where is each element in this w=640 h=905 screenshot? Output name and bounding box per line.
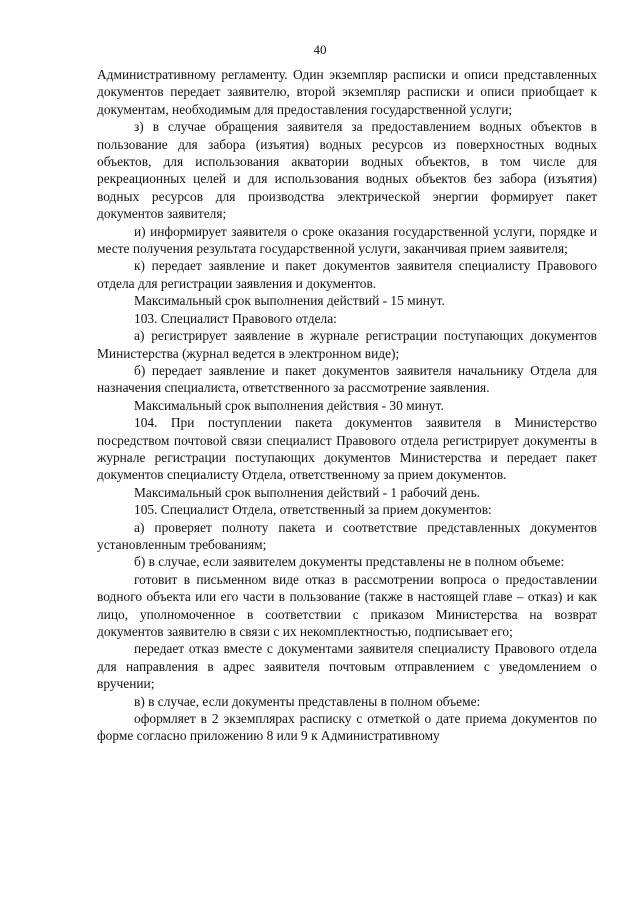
paragraph: в) в случае, если документы представлены в полном объеме: — [134, 693, 481, 709]
paragraph: б) передает заявление и пакет документов заявителя начальнику Отдела для назначения специалиста, ответственного за рассмотрение заявления. — [97, 362, 597, 396]
paragraph: а) регистрирует заявление в журнале регистрации поступающих документов Министерства (журнал ведется в электронном виде); — [97, 328, 597, 361]
paragraph: оформляет в 2 экземплярах расписку с отметкой о дате приема документов по форме согласно приложению 8 или 9 к Административному — [97, 711, 597, 744]
paragraph: и) информирует заявителя о сроке оказания государственной услуги, порядке и месте получения результата государственной услуги, заканчивая прием заявителя; — [97, 223, 597, 257]
paragraph: передает отказ вместе с документами заявителя специалисту Правового отдела для направления в адрес заявителя почтовым отправлением с уведомлением о вручении; — [97, 641, 597, 692]
paragraph: з) в случае обращения заявителя за предоставлением водных объектов в пользование для забора (изъятия) водных ресурсов из поверхностных водных объектов, для использования акватории водных объектов, в том числе для рекреационных целей и для использования водных объектов без забора (изъятия) водных ресурсов для производства электрической энергии формирует пакет документов заявителя; — [97, 119, 597, 222]
document-body — [97, 66, 597, 745]
paragraph: Максимальный срок выполнения действий - 15 минут. — [134, 293, 445, 309]
paragraph: 105. Специалист Отдела, ответственный за прием документов: — [134, 502, 492, 518]
paragraph: Административному регламенту. Один экземпляр расписки и описи представленных документов передает заявителю, второй экземпляр расписки и описи приобщает к документам, необходимым для предоставления государственной услуги; — [97, 67, 597, 117]
paragraph: б) в случае, если заявителем документы представлены не в полном объеме: — [134, 554, 565, 570]
paragraph: 104. При поступлении пакета документов заявителя в Министерство посредством почтовой связи специалист Правового отдела регистрирует документы в журнале регистрации поступающих документов Министерства и передает пакет документов специалисту Отдела, ответственному за прием документов. — [97, 415, 597, 483]
paragraph: 103. Специалист Правового отдела: — [134, 310, 337, 326]
paragraph: а) проверяет полноту пакета и соответствие представленных документов установленным требованиям; — [97, 519, 597, 552]
paragraph: Максимальный срок выполнения действий - 1 рабочий день. — [134, 484, 481, 500]
paragraph: к) передает заявление и пакет документов заявителя специалисту Правового отдела для регистрации заявления и документов. — [97, 258, 597, 291]
paragraph: готовит в письменном виде отказ в рассмотрении вопроса о предоставлении водного объекта или его части в пользование (также в настоящей главе – отказ) и как лицо, уполномоченное в соответствии с приказом Министерства на возврат документов заявителю в связи с их некомплектностью, подписывает его; — [97, 571, 597, 639]
page-number: 40 — [313, 42, 327, 57]
paragraph: Максимальный срок выполнения действия - 30 минут. — [134, 397, 444, 413]
